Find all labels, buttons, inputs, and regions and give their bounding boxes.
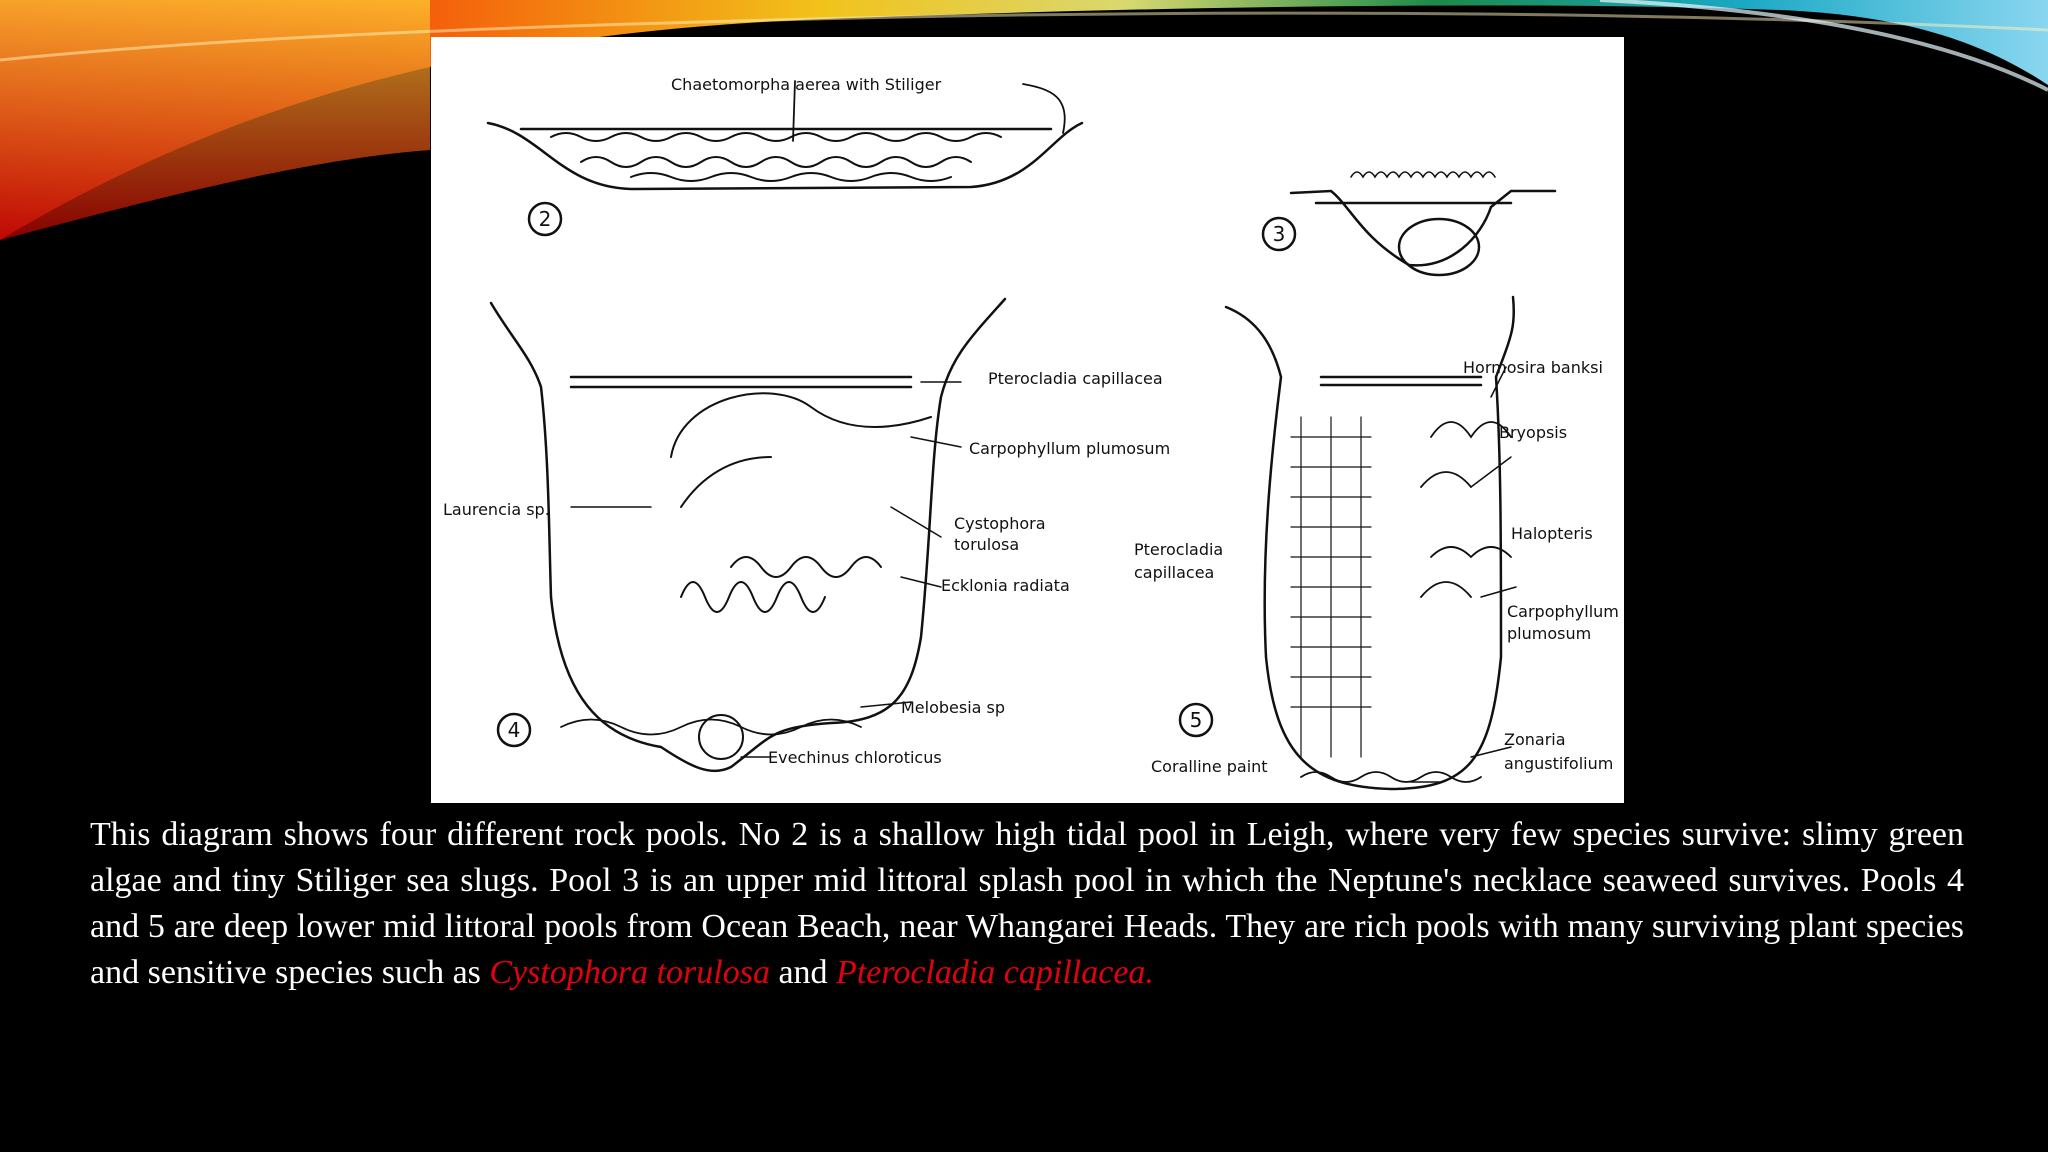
label-zonaria-2: angustifolium (1504, 754, 1614, 773)
pool-number-4: 4 (507, 718, 521, 742)
label-cystophora-1: Cystophora (954, 514, 1046, 533)
label-melobesia: Melobesia sp (901, 698, 1006, 717)
label-pterocladia-pool5-1: Pterocladia (1134, 540, 1224, 559)
label-hormosira: Hormosira banksi (1463, 358, 1603, 377)
label-laurencia: Laurencia sp. (443, 500, 550, 519)
caption-conjunction: and (778, 954, 828, 991)
species-cystophora: Cystophora torulosa (489, 954, 770, 991)
caption-text: This diagram shows four different rock pools. No 2 is a shallow high tidal pool in Leigh, where very few species survive: slimy green algae and tiny Stiliger sea slugs. Pool 3 is an upper mid littoral splash pool in which the Neptune's necklace seaweed survives. Pools 4 and 5 are deep lower mid littoral pools from Ocean Beach, near Whangarei Heads. They are rich pools with many surviving plant species and sensitive species such as (90, 816, 1964, 991)
label-carpophyllum-pool5-2: plumosum (1507, 624, 1592, 643)
label-coralline: Coralline paint (1151, 757, 1268, 776)
label-carpophyllum-pool4: Carpophyllum plumosum (969, 439, 1171, 458)
label-pterocladia-pool4: Pterocladia capillacea (988, 369, 1163, 388)
rock-pool-diagram (431, 37, 1624, 803)
label-chaetomorpha: Chaetomorpha aerea with Stiliger (671, 75, 942, 94)
label-zonaria-1: Zonaria (1504, 730, 1566, 749)
pool-number-3: 3 (1272, 222, 1286, 246)
label-bryopsis: Bryopsis (1499, 423, 1568, 442)
species-pterocladia: Pterocladia capillacea. (836, 954, 1154, 991)
label-ecklonia: Ecklonia radiata (941, 576, 1070, 595)
pool-number-2: 2 (538, 207, 552, 231)
caption-paragraph (90, 812, 1964, 996)
label-cystophora-2: torulosa (954, 535, 1020, 554)
label-carpophyllum-pool5-1: Carpophyllum (1507, 602, 1619, 621)
label-evechinus: Evechinus chloroticus (768, 748, 942, 767)
pool-number-5: 5 (1189, 708, 1203, 732)
label-halopteris: Halopteris (1511, 524, 1593, 543)
label-pterocladia-pool5-2: capillacea (1134, 563, 1215, 582)
